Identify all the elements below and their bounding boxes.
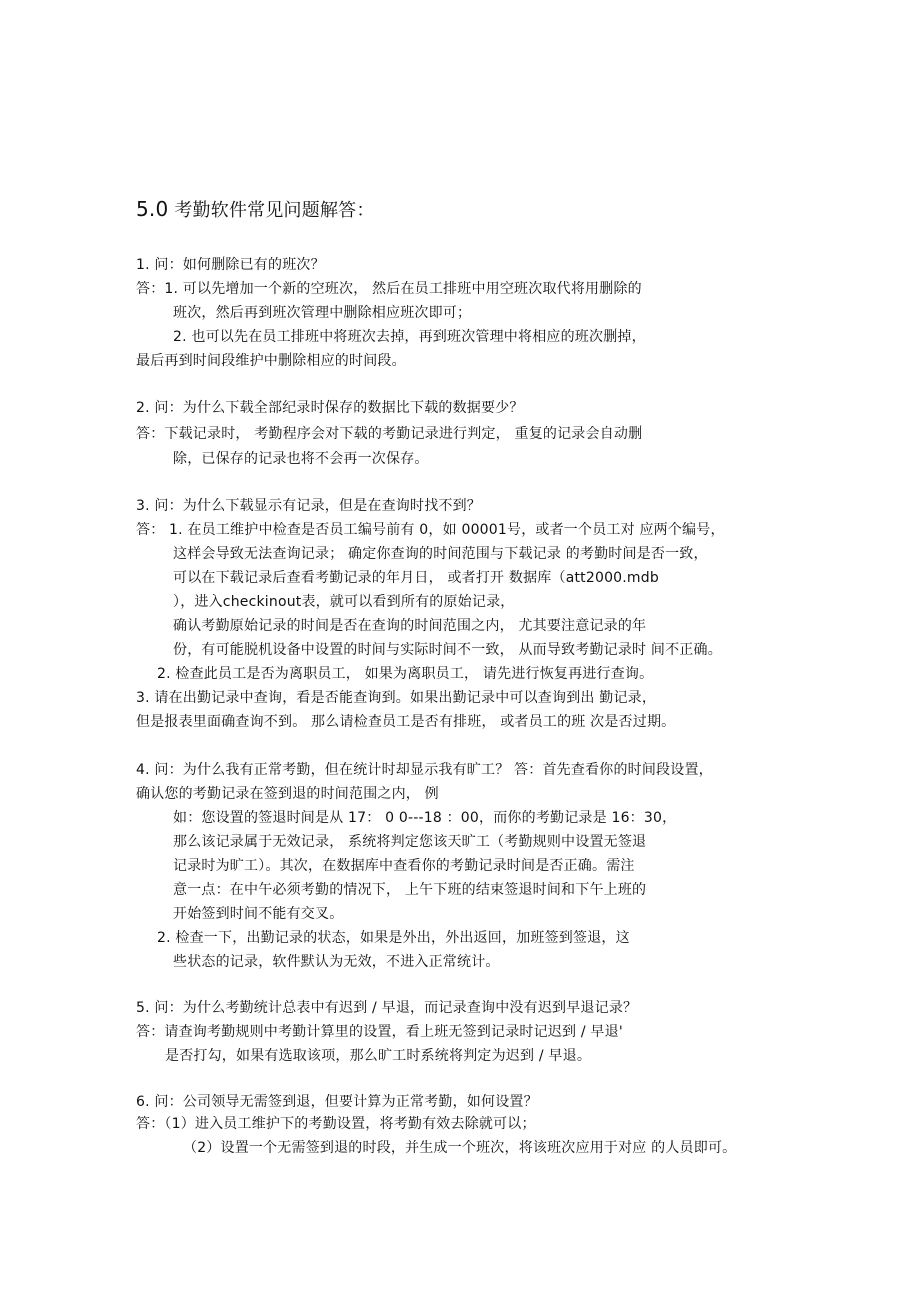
- answer-4-line-2: 如：您设置的签退时间是从 17： 0 0---18 ：00，而你的考勤记录是 16：30，: [173, 810, 677, 826]
- answer-3-line-1: 答： 1. 在员工维护中检查是否员工编号前有 0，如 00001号，或者一个员工对 应两个编号，: [136, 522, 725, 538]
- title-number: 5.0: [136, 197, 169, 221]
- question-3: 3. 问：为什么下载显示有记录，但是在查询时找不到？: [136, 498, 482, 514]
- question-6: 6. 问：公司领导无需签到退，但要计算为正常考勤，如何设置？: [136, 1094, 538, 1110]
- answer-3-line-4: ），进入checkinout表，就可以看到所有的原始记录，: [173, 594, 515, 610]
- title-text: 考勤软件常见问题解答：: [174, 200, 375, 221]
- answer-2-line-1: 答：下载记录时， 考勤程序会对下载的考勤记录进行判定， 重复的记录会自动删: [136, 426, 643, 442]
- question-2: 2. 问：为什么下载全部纪录时保存的数据比下载的数据要少？: [136, 400, 524, 416]
- answer-5-line-2: 是否打勾，如果有选取该项，那么旷工时系统将判定为迟到 / 早退。: [165, 1048, 592, 1064]
- doc-title: [136, 198, 375, 222]
- answer-3-line-5: 确认考勤原始记录的时间是否在查询的时间范围之内， 尤其要注意记录的年: [173, 618, 647, 634]
- answer-4-line-6: 开始签到时间不能有交叉。: [173, 906, 344, 922]
- answer-4-line-7: 2. 检查一下，出勤记录的状态，如果是外出，外出返回，加班签到签退，这: [157, 930, 630, 946]
- answer-1-line-4: 最后再到时间段维护中删除相应的时间段。: [136, 353, 406, 369]
- answer-2-line-2: 除，已保存的记录也将不会再一次保存。: [173, 451, 429, 467]
- answer-3-line-9: 但是报表里面确查询不到。 那么请检查员工是否有排班， 或者员工的班 次是否过期。: [136, 714, 676, 730]
- answer-3-line-8: 3. 请在出勤记录中查询，看是否能查询到。如果出勤记录中可以查询到出 勤记录，: [136, 690, 657, 706]
- answer-3-line-2: 这样会导致无法查询记录； 确定你查询的时间范围与下载记录 的考勤时间是否一致，: [173, 546, 708, 562]
- answer-6-line-2: （2）设置一个无需签到退的时段，并生成一个班次，将该班次应用于对应 的人员即可。: [183, 1140, 737, 1156]
- answer-3-line-3: 可以在下载记录后查看考勤记录的年月日， 或者打开 数据库（att2000.mdb: [173, 570, 659, 586]
- answer-4-line-3: 那么该记录属于无效记录， 系统将判定您该天旷工（考勤规则中设置无签退: [173, 834, 647, 850]
- answer-4-line-1: 确认您的考勤记录在签到退的时间范围之内， 例: [136, 786, 439, 802]
- question-4: 4. 问：为什么我有正常考勤，但在统计时却显示我有旷工？ 答：首先查看你的时间段设置，: [136, 762, 713, 778]
- answer-3-line-6: 份，有可能脱机设备中设置的时间与实际时间不一致， 从而导致考勤记录时 间不正确。: [173, 642, 722, 658]
- answer-5-line-1: 答：请查询考勤规则中考勤计算里的设置，看上班无签到记录时记迟到 / 早退': [136, 1024, 623, 1040]
- answer-1-line-2: 班次，然后再到班次管理中删除相应班次即可；: [173, 305, 472, 321]
- question-5: 5. 问：为什么考勤统计总表中有迟到 / 早退，而记录查询中没有迟到早退记录？: [136, 1000, 638, 1016]
- answer-4-line-4: 记录时为旷工）。其次，在数据库中查看你的考勤记录时间是否正确。需注: [173, 858, 635, 874]
- question-1: 1. 问：如何删除已有的班次？: [136, 257, 325, 273]
- answer-6-line-1: 答：（1）进入员工维护下的考勤设置，将考勤有效去除就可以；: [136, 1116, 536, 1132]
- answer-4-line-5: 意一点：在中午必须考勤的情况下， 上午下班的结束签退时间和下午上班的: [173, 882, 647, 898]
- answer-3-line-7: 2. 检查此员工是否为离职员工， 如果为离职员工， 请先进行恢复再进行查询。: [157, 666, 654, 682]
- answer-1-line-3: 2. 也可以先在员工排班中将班次去掉，再到班次管理中将相应的班次删掉，: [173, 329, 646, 345]
- answer-4-line-8: 些状态的记录，软件默认为无效，不进入正常统计。: [173, 954, 500, 970]
- answer-1-line-1: 答：1. 可以先增加一个新的空班次， 然后在员工排班中用空班次取代将用删除的: [136, 281, 642, 297]
